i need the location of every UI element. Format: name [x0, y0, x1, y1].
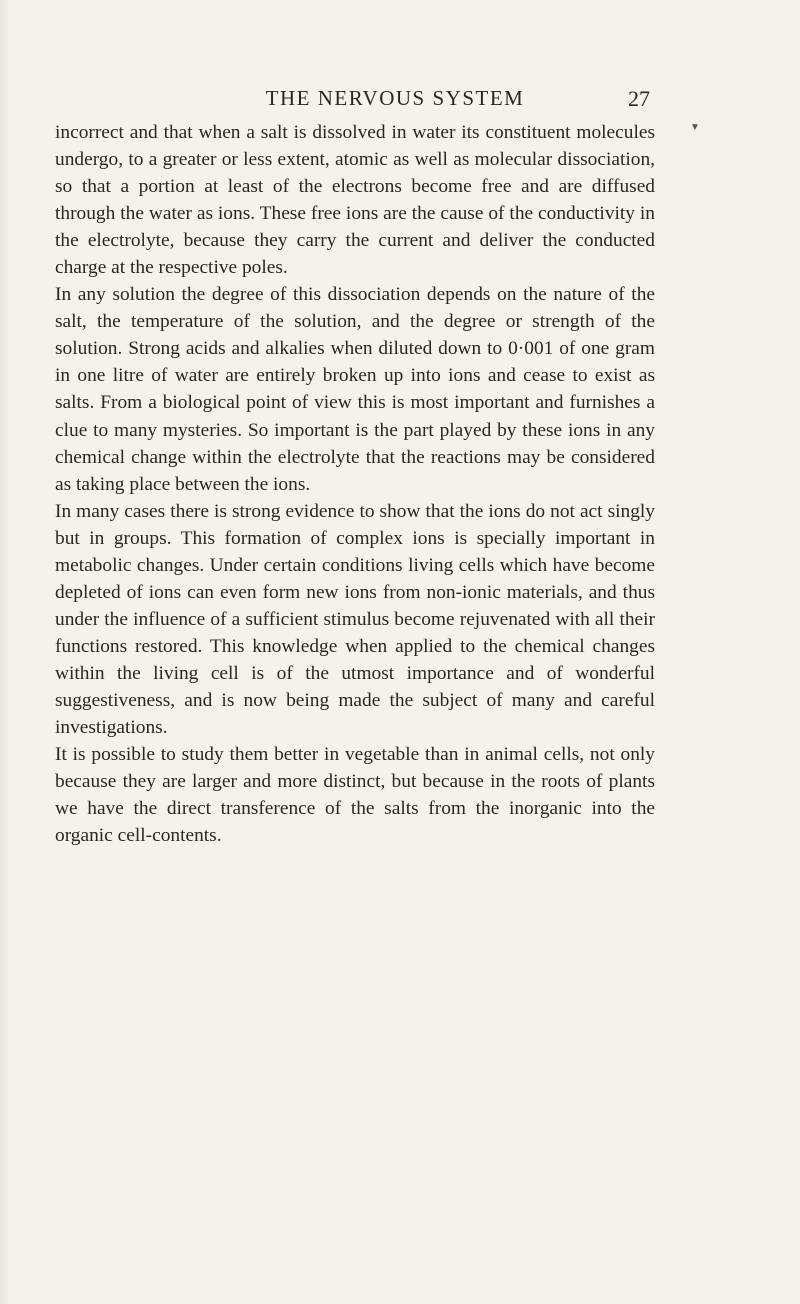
paragraph: It is possible to study them better in vegetable than in animal cells, not only because they are larger and more distinct, but because in the roots of plants we have the direct transference of the salts from the inorganic into the organic cell-contents. [55, 744, 655, 847]
body-text [55, 119, 655, 849]
page-number: 27 [628, 86, 650, 111]
paragraph: incorrect and that when a salt is dissolved in water its constituent molecules undergo, to a greater or less extent, atomic as well as molecular dissociation, so that a portion at least of the electrons become free and are diffused through the water as ions. These free ions are the cause of the conductivity in the electrolyte, because they carry the current and deliver the conducted charge at the respective poles. [55, 122, 655, 279]
running-head [140, 86, 650, 116]
printer-mark: ▼ [690, 122, 700, 133]
running-title: THE NERVOUS SYSTEM [265, 86, 525, 110]
paragraph: In any solution the degree of this dissociation depends on the nature of the salt, the temperature of the solution, and the degree or strength of the solution. Strong acids and alkalies when diluted down to 0·001 of one gram in one litre of water are entirely broken up into ions and cease to exist as salts. From a biological point of view this is most important and furnishes a clue to many mysteries. So important is the part played by these ions in any chemical change within the electrolyte that the reactions may be considered as taking place between the ions. [55, 284, 655, 495]
paragraph: In many cases there is strong evidence to show that the ions do not act singly but in groups. This formation of complex ions is specially important in metabolic changes. Under certain conditions living cells which have become depleted of ions can even form new ions from non-ionic materials, and thus under the influence of a sufficient stimulus become rejuvenated with all their functions restored. This knowledge when applied to the chemical changes within the living cell is of the utmost importance and of wonderful suggestiveness, and is now being made the subject of many and careful investigations. [55, 500, 655, 739]
